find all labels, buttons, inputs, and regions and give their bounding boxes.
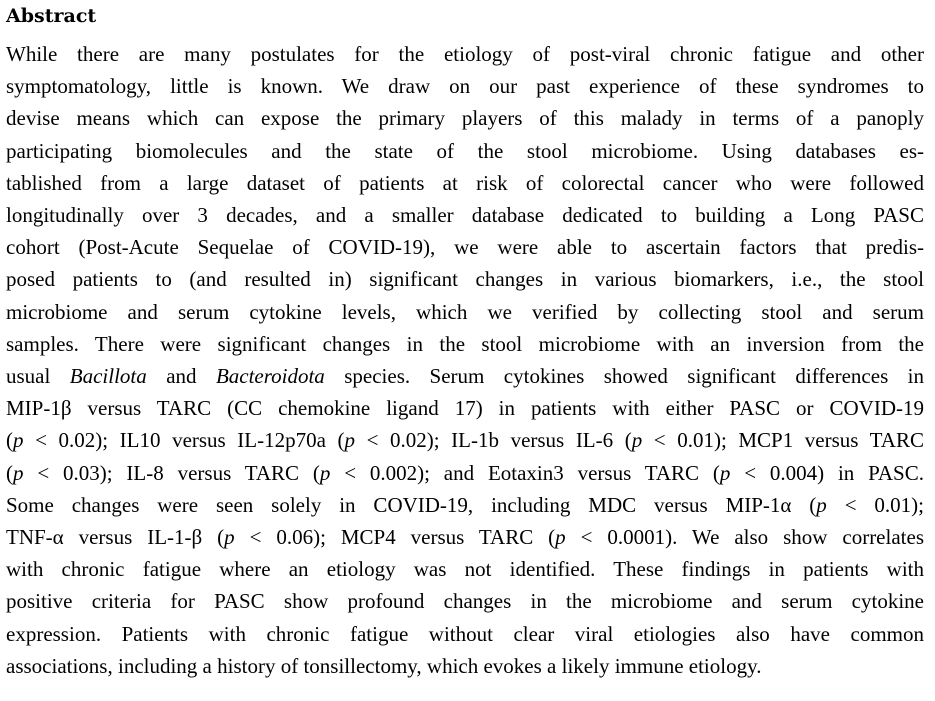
italic-term: Bacteroidota — [215, 364, 325, 389]
italic-term: Bacillota — [69, 364, 147, 389]
line-text: expression. Patients with chronic fatigue without clear viral etiologies also have common — [6, 621, 924, 646]
line-text: usual — [6, 364, 70, 389]
italic-term: p — [13, 428, 24, 453]
line-text: devise means which can expose the primary players of this malady in terms of a panoply — [6, 106, 924, 131]
abstract-line — [6, 650, 924, 682]
line-text: tablished from a large dataset of patients at risk of colorectal cancer who were followed — [6, 170, 924, 195]
line-text: < 0.06); MCP4 versus TARC ( — [234, 525, 556, 550]
line-text: species. Serum cytokines showed significant differences in — [324, 364, 925, 389]
abstract-line — [6, 328, 924, 360]
line-text: < 0.02); IL-1b versus IL-6 ( — [355, 428, 632, 453]
line-text: and — [146, 364, 216, 389]
italic-term: p — [319, 460, 331, 485]
abstract-body — [6, 38, 924, 682]
abstract-line — [6, 70, 924, 102]
line-text: participating biomolecules and the state of the stool microbiome. Using databases es- — [6, 138, 924, 163]
line-text: < 0.02); IL10 versus IL-12p70a ( — [23, 428, 345, 453]
line-text: < 0.01); — [826, 492, 925, 517]
abstract-line — [6, 457, 924, 489]
abstract-line — [6, 618, 924, 650]
line-text: TNF-α versus IL-1-β ( — [6, 525, 225, 550]
line-text: positive criteria for PASC show profound changes in the microbiome and serum cytokine — [6, 589, 924, 614]
abstract-line — [6, 167, 924, 199]
line-text: < 0.01); MCP1 versus TARC — [642, 428, 924, 453]
abstract-line — [6, 38, 924, 70]
italic-term: p — [631, 428, 643, 453]
abstract-line — [6, 231, 924, 263]
line-text: < 0.002); and Eotaxin3 versus TARC ( — [330, 460, 720, 485]
abstract-line — [6, 263, 924, 295]
abstract-line — [6, 296, 924, 328]
line-text: microbiome and serum cytokine levels, which we verified by collecting stool and serum — [6, 299, 924, 324]
abstract-line — [6, 489, 924, 521]
abstract-line — [6, 424, 924, 456]
line-text: cohort (Post-Acute Sequelae of COVID-19), we were able to ascertain factors that predis- — [6, 235, 924, 260]
italic-term: p — [555, 525, 566, 550]
line-text: ( — [6, 460, 13, 485]
line-text: MIP-1β versus TARC (CC chemokine ligand 17) in patients with either PASC or COVID-19 — [6, 396, 924, 421]
line-text: associations, including a history of tonsillectomy, which evokes a likely immune etiology. — [6, 653, 762, 678]
italic-term: p — [344, 428, 356, 453]
italic-term: p — [224, 525, 235, 550]
abstract-line — [6, 360, 924, 392]
italic-term: p — [719, 460, 731, 485]
line-text: < 0.004) in PASC. — [730, 460, 924, 485]
line-text: < 0.03); IL-8 versus TARC ( — [23, 460, 320, 485]
line-text: samples. There were significant changes in the stool microbiome with an inversion from the — [6, 331, 924, 356]
line-text: While there are many postulates for the etiology of post-viral chronic fatigue and other — [6, 42, 924, 66]
abstract-line — [6, 135, 924, 167]
abstract-line — [6, 199, 924, 231]
abstract-line — [6, 102, 924, 134]
line-text: Some changes were seen solely in COVID-19, including MDC versus MIP-1α ( — [6, 492, 817, 517]
line-text: ( — [6, 428, 13, 453]
line-text: with chronic fatigue where an etiology was not identified. These findings in patients with — [6, 557, 924, 582]
line-text: longitudinally over 3 decades, and a smaller database dedicated to building a Long PASC — [6, 203, 924, 228]
abstract-line — [6, 585, 924, 617]
line-text: posed patients to (and resulted in) significant changes in various biomarkers, i.e., the stool — [6, 267, 924, 292]
line-text: symptomatology, little is known. We draw on our past experience of these syndromes to — [6, 74, 924, 99]
line-text: < 0.0001). We also show correlates — [565, 525, 924, 550]
abstract-line — [6, 521, 924, 553]
italic-term: p — [816, 492, 827, 517]
abstract-line — [6, 392, 924, 424]
italic-term: p — [13, 460, 24, 485]
abstract-line — [6, 553, 924, 585]
abstract-heading: Abstract — [6, 5, 97, 27]
abstract-section — [6, 4, 924, 682]
